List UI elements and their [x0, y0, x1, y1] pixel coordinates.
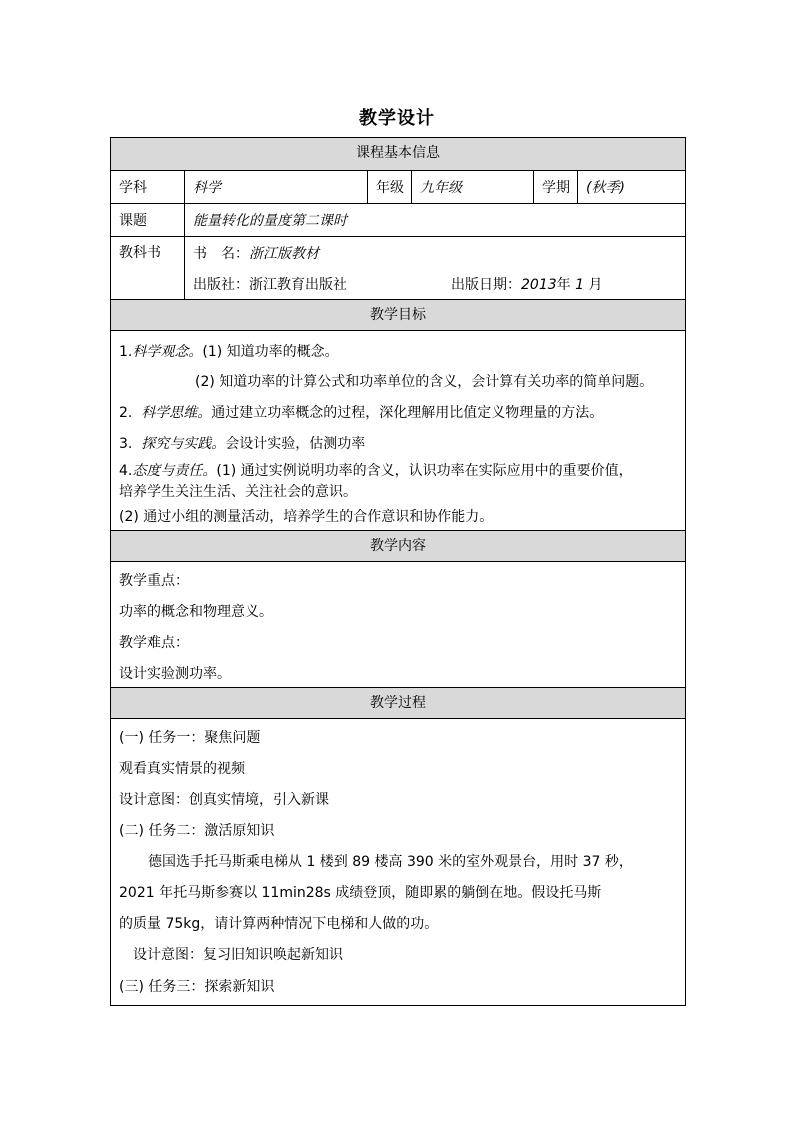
topic-value: 能量转化的量度第二课时	[184, 203, 685, 236]
term-label: 学期	[533, 171, 577, 203]
grade-value: 九年级	[411, 171, 533, 203]
objective-4-title: 态度与责任。	[132, 463, 217, 479]
section-title-objectives: 教学目标	[370, 307, 426, 323]
book-name-line	[193, 243, 319, 263]
pubdate-line	[451, 274, 602, 294]
difficulty-label: 教学难点：	[119, 635, 189, 651]
section-header-process	[111, 687, 685, 719]
subject-row	[111, 171, 685, 203]
book-name-value: 浙江版教材	[249, 246, 319, 262]
objective-1b: (2) 知道功率的计算公式和功率单位的含义，会计算有关功率的简单问题。	[195, 374, 654, 390]
task-3-heading: (三) 任务三：探索新知识	[119, 979, 275, 995]
textbook-row	[111, 236, 685, 299]
objective-1-title: 科学观念。	[132, 344, 203, 360]
pubdate-month-unit: 月	[588, 277, 603, 293]
section-title-content: 教学内容	[370, 538, 426, 554]
task-2-intent: 设计意图：复习旧知识唤起新知识	[133, 947, 343, 963]
topic-row	[111, 203, 685, 236]
pubdate-year-unit: 年	[556, 277, 571, 293]
pubdate-month: 1	[575, 277, 585, 293]
key-points-label: 教学重点：	[119, 573, 189, 589]
term-value: (秋季)	[577, 171, 685, 203]
section-header-basic-info	[111, 138, 685, 171]
subject-value: 科学	[184, 171, 367, 203]
task-2-heading: (二) 任务二：激活原知识	[119, 823, 275, 839]
pubdate-year: 2013	[521, 277, 557, 293]
task-2-paragraph-2: 2021 年托马斯参赛以 11min28s 成绩登顶，随即累的躺倒在地。假设托马斯	[119, 885, 602, 901]
lesson-design-form	[110, 137, 686, 1006]
task-1-intent: 设计意图：创真实情境，引入新课	[119, 792, 329, 808]
objective-2-title: 科学思维。	[141, 405, 212, 421]
objective-2: 2. 科学思维。通过建立功率概念的过程，深化理解用比值定义物理量的方法。	[119, 405, 604, 421]
objective-3-title: 探究与实践。	[141, 436, 226, 452]
section-title-process: 教学过程	[370, 695, 426, 711]
publisher-line: 出版社：浙江教育出版社	[193, 277, 347, 293]
task-2-paragraph-1: 德国选手托马斯乘电梯从 1 楼到 89 楼高 390 米的室外观景台，用时 37 秒，	[148, 854, 633, 870]
textbook-label: 教科书	[119, 245, 161, 261]
objective-4: 4.态度与责任。(1) 通过实例说明功率的含义，认识功率在实际应用中的重要价值，	[119, 463, 633, 479]
task-1-line: 观看真实情景的视频	[119, 761, 245, 777]
book-name-label: 书 名：	[193, 246, 249, 262]
pubdate-label: 出版日期：	[451, 277, 521, 293]
task-1-heading: (一) 任务一：聚焦问题	[119, 730, 261, 746]
section-header-objectives	[111, 299, 685, 331]
key-points-text: 功率的概念和物理意义。	[119, 604, 273, 620]
section-title-basic-info: 课程基本信息	[356, 145, 440, 161]
objective-1: 1.科学观念。(1) 知道功率的概念。	[119, 344, 339, 360]
objective-4b: (2) 通过小组的测量活动，培养学生的合作意识和协作能力。	[119, 509, 494, 525]
objective-4-cont: 培养学生关注生活、关注社会的意识。	[119, 484, 357, 500]
difficulty-text: 设计实验测功率。	[119, 666, 231, 682]
document-title: 教学设计	[359, 108, 435, 129]
grade-label: 年级	[367, 171, 411, 203]
textbook-details	[184, 236, 686, 299]
topic-label: 课题	[119, 212, 147, 229]
subject-label: 学科	[119, 180, 147, 196]
objective-3: 3. 探究与实践。会设计实验，估测功率	[119, 436, 366, 452]
section-header-content	[111, 530, 685, 562]
task-2-paragraph-3: 的质量 75kg，请计算两种情况下电梯和人做的功。	[119, 916, 439, 932]
